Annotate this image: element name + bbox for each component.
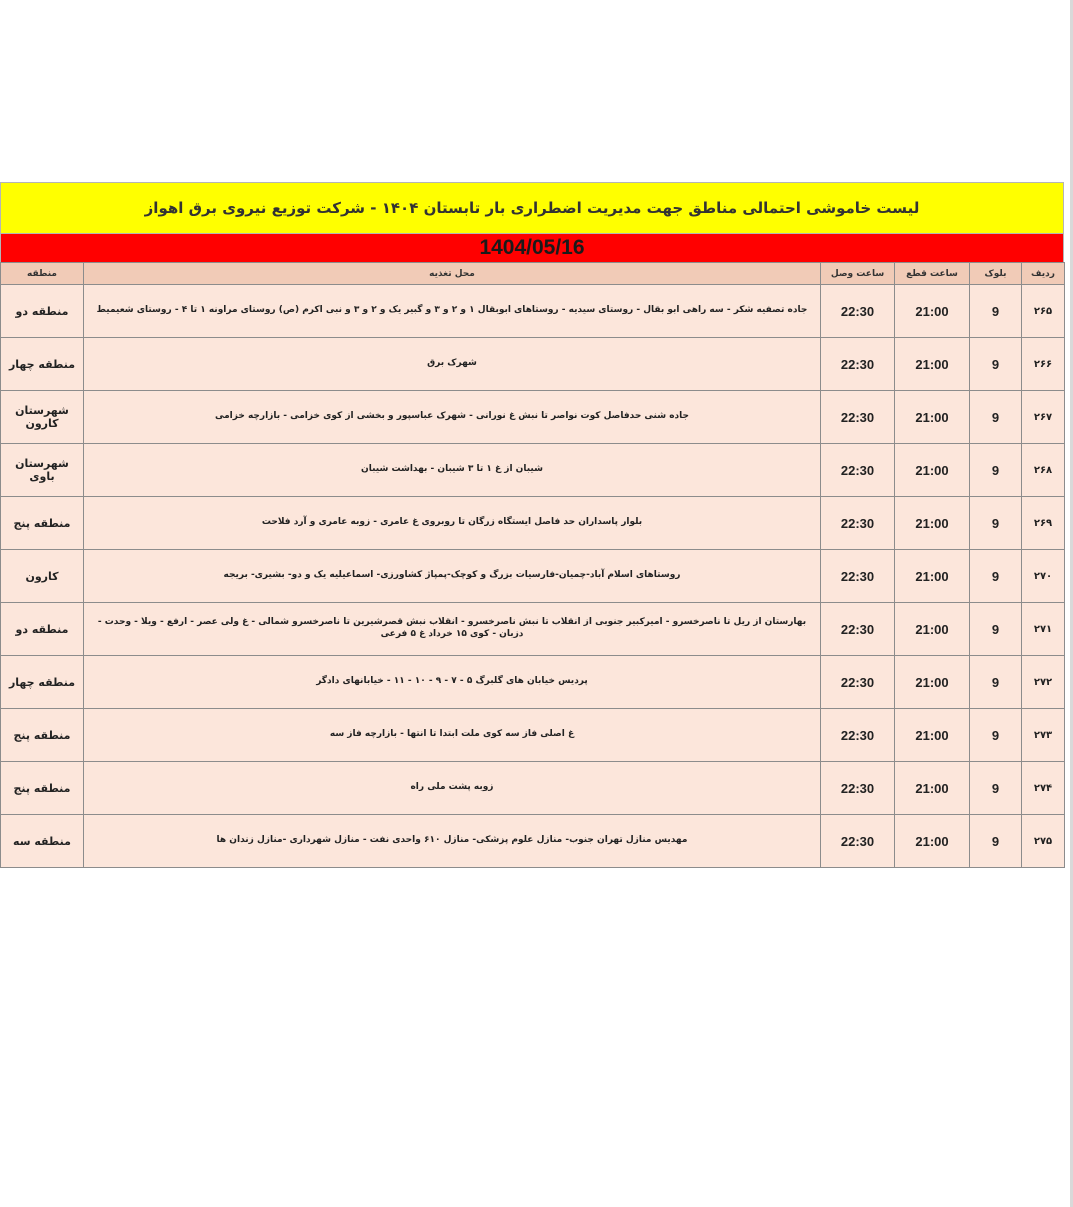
row-cut-time: 21:00 (895, 815, 970, 868)
row-cut-time: 21:00 (895, 497, 970, 550)
row-location: مهدیس منازل تهران جنوب- منازل علوم پزشکی- منازل ۶۱۰ واحدی نفت - منازل شهرداری -منازل زندان ها (84, 815, 821, 868)
row-number: ۲۶۷ (1022, 391, 1065, 444)
col-header-location: محل تغذیه (84, 263, 821, 285)
row-zone: شهرستان باوی (1, 444, 84, 497)
col-header-connect-time: ساعت وصل (821, 263, 895, 285)
row-block: 9 (970, 550, 1022, 603)
row-block: 9 (970, 338, 1022, 391)
table-row (1, 497, 1065, 550)
table-row (1, 338, 1065, 391)
row-cut-time: 21:00 (895, 338, 970, 391)
sheet-date: 1404/05/16 (0, 234, 1064, 262)
row-block: 9 (970, 762, 1022, 815)
row-number: ۲۶۹ (1022, 497, 1065, 550)
table-row (1, 391, 1065, 444)
row-number: ۲۶۵ (1022, 285, 1065, 338)
row-cut-time: 21:00 (895, 603, 970, 656)
row-location: بلوار پاسداران حد فاصل ایستگاه زرگان تا روبروی غ عامری - زوبه عامری و آرد فلاحت (84, 497, 821, 550)
row-cut-time: 21:00 (895, 656, 970, 709)
row-location: شهرک برق (84, 338, 821, 391)
col-header-row: ردیف (1022, 263, 1065, 285)
row-connect-time: 22:30 (821, 338, 895, 391)
table-row (1, 762, 1065, 815)
row-connect-time: 22:30 (821, 709, 895, 762)
row-number: ۲۷۲ (1022, 656, 1065, 709)
row-connect-time: 22:30 (821, 285, 895, 338)
row-connect-time: 22:30 (821, 815, 895, 868)
row-block: 9 (970, 815, 1022, 868)
row-number: ۲۷۴ (1022, 762, 1065, 815)
row-number: ۲۷۳ (1022, 709, 1065, 762)
row-block: 9 (970, 444, 1022, 497)
row-zone: منطقه پنج (1, 497, 84, 550)
row-location: روستاهای اسلام آباد-چمیان-فارسیات بزرگ و کوچک-پمپاژ کشاورزی- اسماعیلیه یک و دو- بشیری- بریجه (84, 550, 821, 603)
outage-table (0, 262, 1065, 868)
row-cut-time: 21:00 (895, 762, 970, 815)
row-zone: کارون (1, 550, 84, 603)
row-block: 9 (970, 285, 1022, 338)
row-zone: منطقه چهار (1, 338, 84, 391)
row-cut-time: 21:00 (895, 285, 970, 338)
row-cut-time: 21:00 (895, 550, 970, 603)
row-zone: منطقه سه (1, 815, 84, 868)
row-location: جاده تصفیه شکر - سه راهی ابو بقال - روستای سیدیه - روستاهای ابوبقال ۱ و ۲ و ۳ و گبیر یک و ۲ و ۳ و نبی اکرم (ص) روستای مراونه ۱ تا ۴ - روستای شعیمیط (84, 285, 821, 338)
row-number: ۲۷۵ (1022, 815, 1065, 868)
row-zone: منطقه پنج (1, 762, 84, 815)
row-block: 9 (970, 709, 1022, 762)
row-connect-time: 22:30 (821, 444, 895, 497)
row-zone: منطقه دو (1, 603, 84, 656)
table-row (1, 444, 1065, 497)
row-number: ۲۷۰ (1022, 550, 1065, 603)
row-zone: منطقه چهار (1, 656, 84, 709)
col-header-zone: منطقه (1, 263, 84, 285)
row-location: جاده شنی حدفاصل کوت نواصر تا نبش غ نورانی - شهرک عباسپور و بخشی از کوی خزامی - بازارچه خزامی (84, 391, 821, 444)
row-location: بهارستان از ریل تا ناصرخسرو - امیرکبیر جنوبی از انقلاب تا نبش ناصرخسرو - انقلاب نبش قصرشیرین تا ناصرخسرو شمالی - غ ولی عصر - ارفع - ویلا - وحدت - دزبان - کوی ۱۵ خرداد غ ۵ فرعی (84, 603, 821, 656)
table-header-row (1, 263, 1065, 285)
row-number: ۲۶۸ (1022, 444, 1065, 497)
table-row (1, 815, 1065, 868)
row-connect-time: 22:30 (821, 391, 895, 444)
table-row (1, 709, 1065, 762)
row-zone: شهرستان کارون (1, 391, 84, 444)
table-row (1, 550, 1065, 603)
row-number: ۲۷۱ (1022, 603, 1065, 656)
row-connect-time: 22:30 (821, 603, 895, 656)
row-zone: منطقه پنج (1, 709, 84, 762)
row-connect-time: 22:30 (821, 762, 895, 815)
row-location: زوبه پشت ملی راه (84, 762, 821, 815)
table-row (1, 285, 1065, 338)
row-block: 9 (970, 497, 1022, 550)
row-location: پردیس خیابان های گلبرگ ۵ - ۷ - ۹ - ۱۰ - ۱۱ - خیابانهای دادگر (84, 656, 821, 709)
row-block: 9 (970, 391, 1022, 444)
row-zone: منطقه دو (1, 285, 84, 338)
col-header-cut-time: ساعت قطع (895, 263, 970, 285)
row-block: 9 (970, 603, 1022, 656)
row-cut-time: 21:00 (895, 709, 970, 762)
row-number: ۲۶۶ (1022, 338, 1065, 391)
sheet-title: لیست خاموشی احتمالی مناطق جهت مدیریت اضطراری بار تابستان ۱۴۰۴ - شرکت توزیع نیروی برق اهواز (0, 182, 1064, 234)
row-connect-time: 22:30 (821, 497, 895, 550)
outage-sheet (0, 182, 1064, 868)
row-cut-time: 21:00 (895, 444, 970, 497)
row-connect-time: 22:30 (821, 550, 895, 603)
table-row (1, 603, 1065, 656)
row-connect-time: 22:30 (821, 656, 895, 709)
row-location: شیبان از غ ۱ تا ۳ شیبان - بهداشت شیبان (84, 444, 821, 497)
table-row (1, 656, 1065, 709)
row-cut-time: 21:00 (895, 391, 970, 444)
col-header-block: بلوک (970, 263, 1022, 285)
row-block: 9 (970, 656, 1022, 709)
table-body (1, 285, 1065, 868)
row-location: غ اصلی فاز سه کوی ملت ابتدا تا انتها - بازارچه فاز سه (84, 709, 821, 762)
